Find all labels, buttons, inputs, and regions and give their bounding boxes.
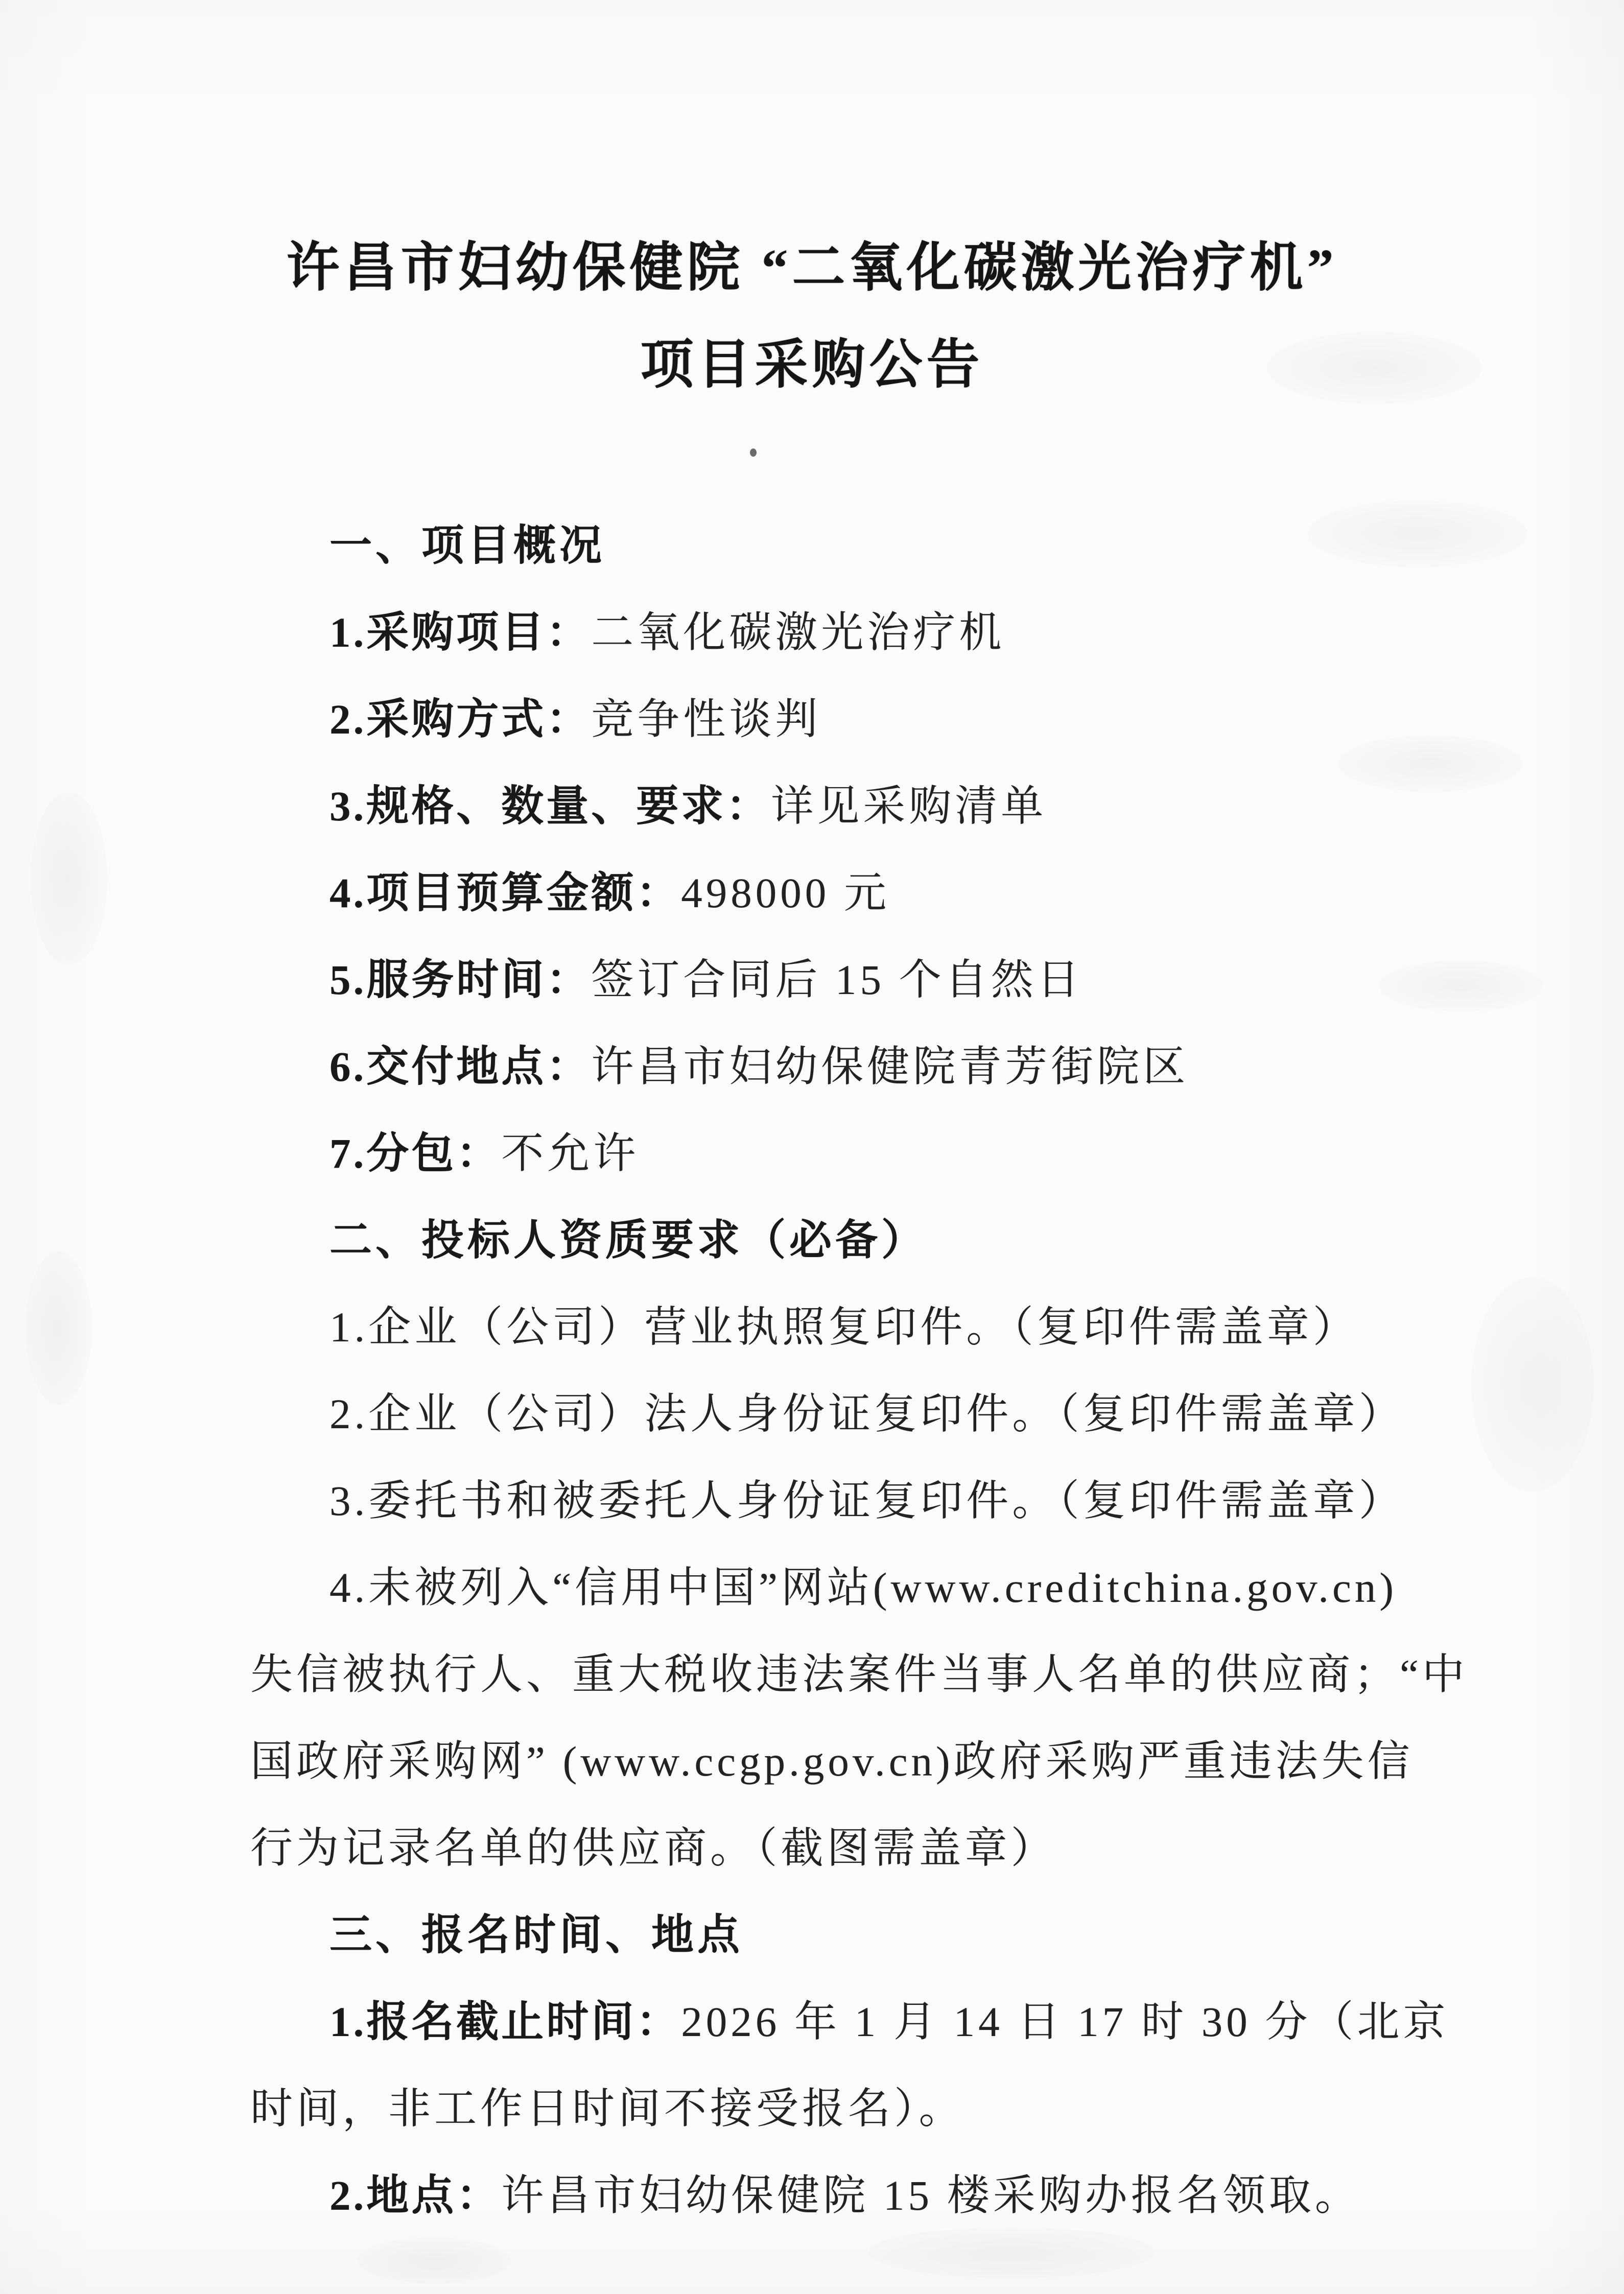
delivery-location-label: 6.交付地点： (329, 1043, 592, 1090)
service-time-value: 签订合同后 15 个自然日 (591, 956, 1083, 1003)
qualification-item-4-line3: 国政府采购网” (www.ccgp.gov.cn)政府采购严重违法失信 (250, 1738, 1414, 1785)
document-title-line1: 许昌市妇幼保健院 “二氧化碳激光治疗机” (286, 238, 1338, 297)
registration-deadline-line2: 时间，非工作日时间不接受报名）。 (250, 2085, 965, 2132)
registration-deadline-value-line1: 2026 年 1 月 14 日 17 时 30 分（北京 (681, 1998, 1449, 2045)
qualification-item-4-line4: 行为记录名单的供应商。（截图需盖章） (250, 1825, 1057, 1872)
spec-quantity-item (329, 763, 1047, 849)
qualification-item-2: 2.企业（公司）法人身份证复印件。（复印件需盖章） (329, 1390, 1405, 1437)
subcontract-value: 不允许 (501, 1130, 640, 1177)
scan-smudge (1338, 736, 1522, 792)
section1-heading: 一、项目概况 (329, 522, 605, 569)
subcontract-label: 7.分包： (329, 1130, 502, 1177)
purchase-method-item (329, 676, 821, 763)
service-time-item (329, 936, 1083, 1023)
purchase-project-item (329, 589, 1005, 676)
purchase-method-label: 2.采购方式： (329, 696, 592, 743)
qualification-item-3: 3.委托书和被委托人身份证复印件。（复印件需盖章） (329, 1477, 1405, 1524)
purchase-project-value: 二氧化碳激光治疗机 (591, 609, 1005, 656)
scan-smudge (26, 1251, 92, 1405)
service-time-label: 5.服务时间： (329, 956, 592, 1003)
spec-quantity-label: 3.规格、数量、要求： (329, 783, 771, 830)
scan-smudge (1471, 1277, 1594, 1492)
qualification-item-1: 1.企业（公司）营业执照复印件。（复印件需盖章） (329, 1304, 1359, 1351)
scan-dot-artifact (750, 448, 757, 457)
subcontract-item (329, 1110, 639, 1197)
registration-deadline-line1 (329, 1978, 1449, 2065)
purchase-project-label: 1.采购项目： (329, 609, 592, 656)
registration-location-item (329, 2152, 1361, 2239)
delivery-location-value: 许昌市妇幼保健院青芳街院区 (591, 1043, 1189, 1090)
section3-heading: 三、报名时间、地点 (329, 1911, 743, 1958)
purchase-method-value: 竞争性谈判 (591, 696, 821, 743)
budget-value: 498000 元 (681, 869, 890, 916)
registration-location-label: 2.地点： (329, 2172, 502, 2219)
scan-smudge (358, 2237, 511, 2283)
budget-label: 4.项目预算金额： (329, 869, 681, 916)
registration-location-value: 许昌市妇幼保健院 15 楼采购办报名领取。 (501, 2172, 1361, 2219)
spec-quantity-value: 详见采购清单 (771, 783, 1047, 830)
registration-deadline-label: 1.报名截止时间： (329, 1998, 681, 2045)
qualification-item-4-line1: 4.未被列入“信用中国”网站(www.creditchina.gov.cn) (329, 1564, 1398, 1611)
scan-smudge (1308, 501, 1527, 567)
scan-smudge (1379, 960, 1543, 1011)
section2-heading: 二、投标人资质要求（必备） (329, 1217, 927, 1264)
delivery-location-item (329, 1023, 1189, 1110)
qualification-item-4-line2: 失信被执行人、重大税收违法案件当事人名单的供应商；“中 (250, 1651, 1468, 1698)
scan-smudge (31, 792, 107, 965)
document-title-line2: 项目采购公告 (640, 335, 984, 394)
document-title (0, 220, 1624, 414)
budget-item (329, 849, 890, 936)
